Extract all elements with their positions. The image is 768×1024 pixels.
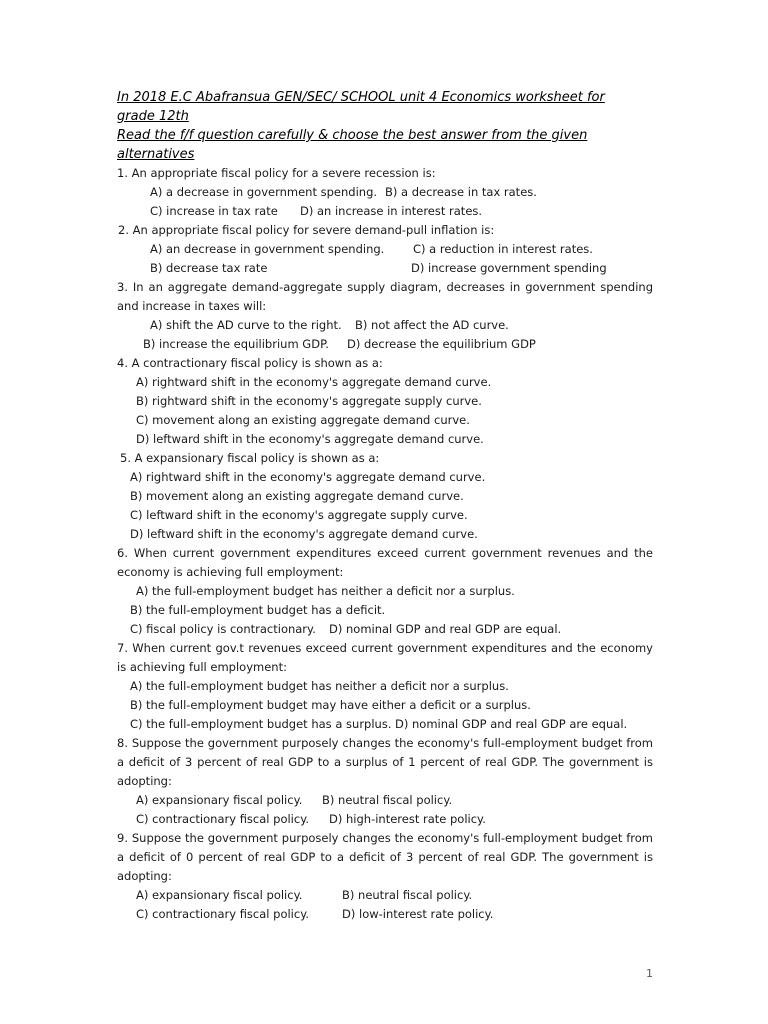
question-1-option-b: B) a decrease in tax rates. <box>385 185 537 199</box>
question-4-option-c: C) movement along an existing aggregate demand curve. <box>136 413 470 427</box>
question-3-option-b: B) not affect the AD curve. <box>355 318 509 332</box>
question-8-option-c: C) contractionary fiscal policy. <box>136 812 310 826</box>
instructions-line2: alternatives <box>117 147 195 162</box>
question-9-option-c: C) contractionary fiscal policy. <box>136 907 310 921</box>
question-7-stem-line1: 7. When current gov.t revenues exceed current government expenditures and the economy <box>117 641 653 655</box>
question-2-stem: 2. An appropriate fiscal policy for severe demand-pull inflation is: <box>118 223 495 237</box>
question-2-option-a: A) an decrease in government spending. <box>150 242 385 256</box>
question-9-stem-line2: a deficit of 0 percent of real GDP to a deficit of 3 percent of real GDP. The government is <box>117 850 653 864</box>
question-1-option-c: C) increase in tax rate <box>150 204 278 218</box>
question-2-option-b: B) decrease tax rate <box>150 261 268 275</box>
question-5-option-a: A) rightward shift in the economy's aggregate demand curve. <box>130 470 486 484</box>
question-8-option-d: D) high-interest rate policy. <box>329 812 486 826</box>
question-4-option-b: B) rightward shift in the economy's aggregate supply curve. <box>136 394 482 408</box>
question-7-option-b: B) the full-employment budget may have either a deficit or a surplus. <box>130 698 531 712</box>
question-9-stem-line1: 9. Suppose the government purposely changes the economy's full-employment budget from <box>117 831 653 845</box>
question-4-option-d: D) leftward shift in the economy's aggregate demand curve. <box>136 432 484 446</box>
question-9-option-a: A) expansionary fiscal policy. <box>136 888 303 902</box>
question-7-option-a: A) the full-employment budget has neither a deficit nor a surplus. <box>130 679 509 693</box>
question-7-option-c: C) the full-employment budget has a surplus. <box>130 717 392 731</box>
question-3-option-d: D) decrease the equilibrium GDP <box>347 337 536 351</box>
question-6-option-d: D) nominal GDP and real GDP are equal. <box>329 622 562 636</box>
question-5-option-b: B) movement along an existing aggregate demand curve. <box>130 489 464 503</box>
page-number: 1 <box>646 967 653 980</box>
question-6-option-c: C) fiscal policy is contractionary. <box>130 622 316 636</box>
question-6-option-a: A) the full-employment budget has neither a deficit nor a surplus. <box>136 584 515 598</box>
question-5-option-d: D) leftward shift in the economy's aggregate demand curve. <box>130 527 478 541</box>
question-1-option-d: D) an increase in interest rates. <box>300 204 483 218</box>
question-9-stem-line3: adopting: <box>117 869 172 883</box>
question-3-option-a: A) shift the AD curve to the right. <box>150 318 342 332</box>
question-7-stem-line2: is achieving full employment: <box>117 660 287 674</box>
question-8-stem-line3: adopting: <box>117 774 172 788</box>
question-2-option-d: D) increase government spending <box>411 261 607 275</box>
question-9-option-b: B) neutral fiscal policy. <box>342 888 473 902</box>
question-8-option-b: B) neutral fiscal policy. <box>322 793 453 807</box>
question-4-option-a: A) rightward shift in the economy's aggregate demand curve. <box>136 375 492 389</box>
question-3-stem-line1: 3. In an aggregate demand-aggregate supply diagram, decreases in government spending <box>117 280 653 294</box>
question-8-stem-line2: a deficit of 3 percent of real GDP to a surplus of 1 percent of real GDP. The government is <box>117 755 653 769</box>
question-8-option-a: A) expansionary fiscal policy. <box>136 793 303 807</box>
question-5-option-c: C) leftward shift in the economy's aggregate supply curve. <box>130 508 468 522</box>
question-6-stem-line1: 6. When current government expenditures exceed current government revenues and the <box>117 546 653 560</box>
question-9-option-d: D) low-interest rate policy. <box>342 907 494 921</box>
question-5-stem: 5. A expansionary fiscal policy is shown as a: <box>120 451 380 465</box>
question-7-option-d: D) nominal GDP and real GDP are equal. <box>395 717 628 731</box>
question-4-stem: 4. A contractionary fiscal policy is shown as a: <box>117 356 383 370</box>
question-3-stem-line2: and increase in taxes will: <box>117 299 267 313</box>
question-8-stem-line1: 8. Suppose the government purposely changes the economy's full-employment budget from <box>117 736 653 750</box>
question-2-option-c: C) a reduction in interest rates. <box>413 242 593 256</box>
question-1-option-a: A) a decrease in government spending. <box>150 185 378 199</box>
question-6-option-b: B) the full-employment budget has a deficit. <box>130 603 386 617</box>
question-6-stem-line2: economy is achieving full employment: <box>117 565 344 579</box>
instructions-line1: Read the f/f question carefully & choose the best answer from the given <box>117 128 588 143</box>
question-3-option-c: B) increase the equilibrium GDP. <box>143 337 329 351</box>
worksheet-title-line1: In 2018 E.C Abafransua GEN/SEC/ SCHOOL unit 4 Economics worksheet for <box>117 90 605 105</box>
question-1-stem: 1. An appropriate fiscal policy for a severe recession is: <box>117 166 436 180</box>
worksheet-title-line2: grade 12th <box>117 109 189 124</box>
